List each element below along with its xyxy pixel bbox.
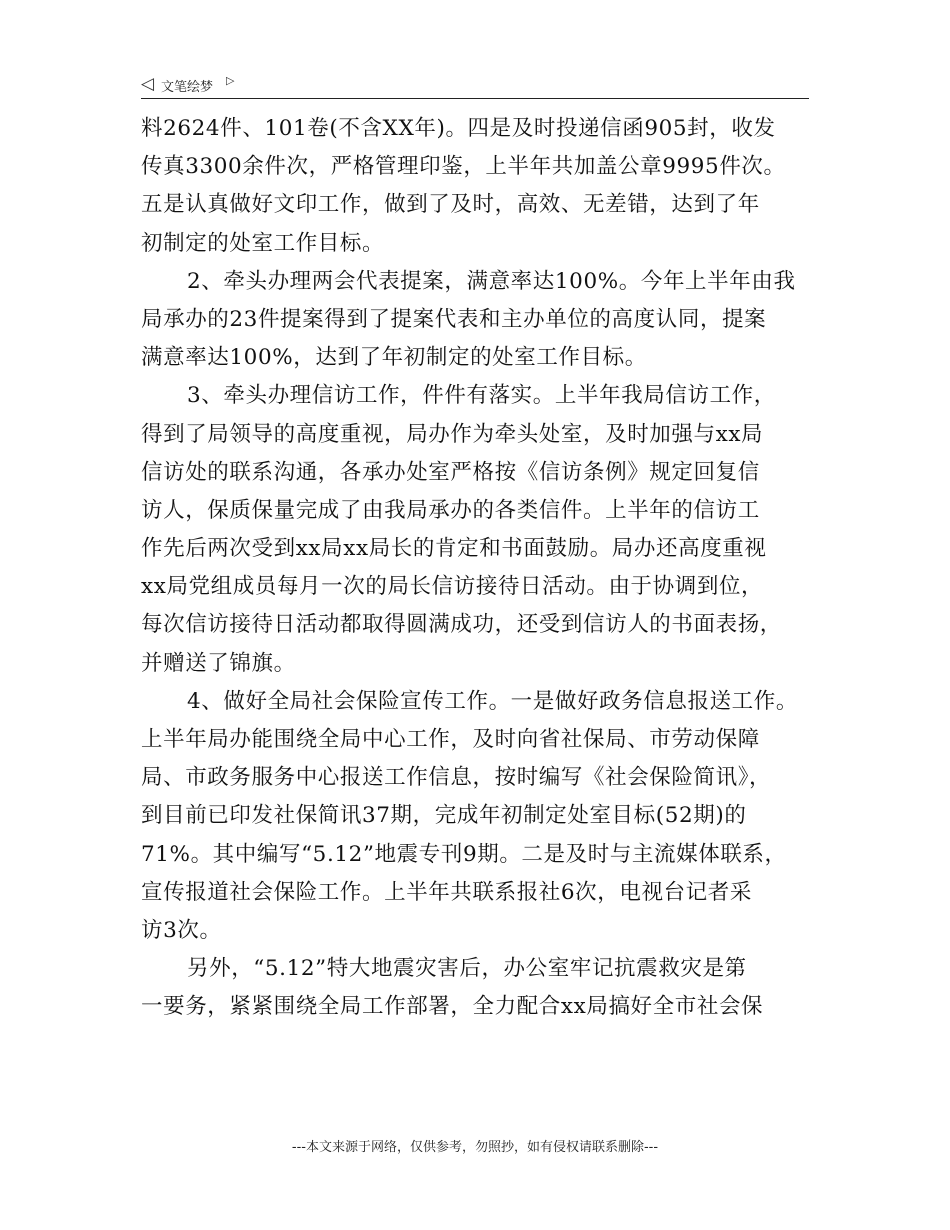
page-header — [141, 70, 809, 99]
text-line: 局承办的23件提案得到了提案代表和主办单位的高度认同，提案 — [141, 306, 767, 332]
document-body — [141, 110, 821, 1027]
text-line: 作先后两次受到xx局xx局长的肯定和书面鼓励。局办还高度重视 — [141, 536, 767, 562]
text-line: 传真3300余件次，严格管理印鉴，上半年共加盖公章9995件次。 — [141, 154, 786, 180]
text-line: 并赠送了锦旗。 — [141, 650, 296, 676]
text-line: 初制定的处室工作目标。 — [141, 230, 385, 256]
text-line: 信访处的联系沟通，各承办处室严格按《信访条例》规定回复信 — [141, 459, 760, 485]
text-line: 每次信访接待日活动都取得圆满成功，还受到信访人的书面表扬， — [141, 612, 782, 638]
text-line: 2、牵头办理两会代表提案，满意率达100%。今年上半年由我 — [187, 268, 796, 294]
text-line: 宣传报道社会保险工作。上半年共联系报社6次，电视台记者采 — [141, 879, 752, 905]
text-line: 到目前已印发社保简讯37期，完成年初制定处室目标(52期)的 — [141, 803, 747, 829]
text-line: 3、牵头办理信访工作，件件有落实。上半年我局信访工作， — [187, 383, 776, 409]
text-line: 局、市政务服务中心报送工作信息，按时编写《社会保险简讯》， — [141, 765, 772, 791]
text-line: 料2624件、101卷(不含XX年)。四是及时投递信函905封，收发 — [141, 116, 776, 141]
left-triangle-icon: ◁ — [141, 74, 155, 94]
header-brand: 文笔绘梦 — [161, 80, 214, 95]
text-line: xx局党组成员每月一次的局长信访接待日活动。由于协调到位， — [141, 574, 764, 600]
text-line: 满意率达100%，达到了年初制定的处室工作目标。 — [141, 345, 647, 371]
text-line: 访人，保质保量完成了由我局承办的各类信件。上半年的信访工 — [141, 497, 760, 523]
text-line: 71%。其中编写“5.12”地震专刊9期。二是及时与主流媒体联系， — [141, 841, 787, 867]
text-line: 另外，“5.12”特大地震灾害后，办公室牢记抗震救灾是第 — [187, 956, 747, 982]
page-footer: ---本文来源于网络，仅供参考，勿照抄，如有侵权请联系删除--- — [291, 1140, 659, 1155]
right-triangle-icon: ▷ — [226, 74, 235, 87]
text-line: 五是认真做好文印工作，做到了及时，高效、无差错，达到了年 — [141, 192, 760, 218]
text-line: 4、做好全局社会保险宣传工作。一是做好政务信息报送工作。 — [187, 688, 798, 714]
text-line: 得到了局领导的高度重视，局办作为牵头处室，及时加强与xx局 — [141, 421, 764, 447]
text-line: 访3次。 — [141, 917, 222, 943]
text-line: 一要务，紧紧围绕全局工作部署，全力配合xx局搞好全市社会保 — [141, 994, 764, 1020]
text-line: 上半年局办能围绕全局中心工作，及时向省社保局、市劳动保障 — [141, 727, 760, 752]
